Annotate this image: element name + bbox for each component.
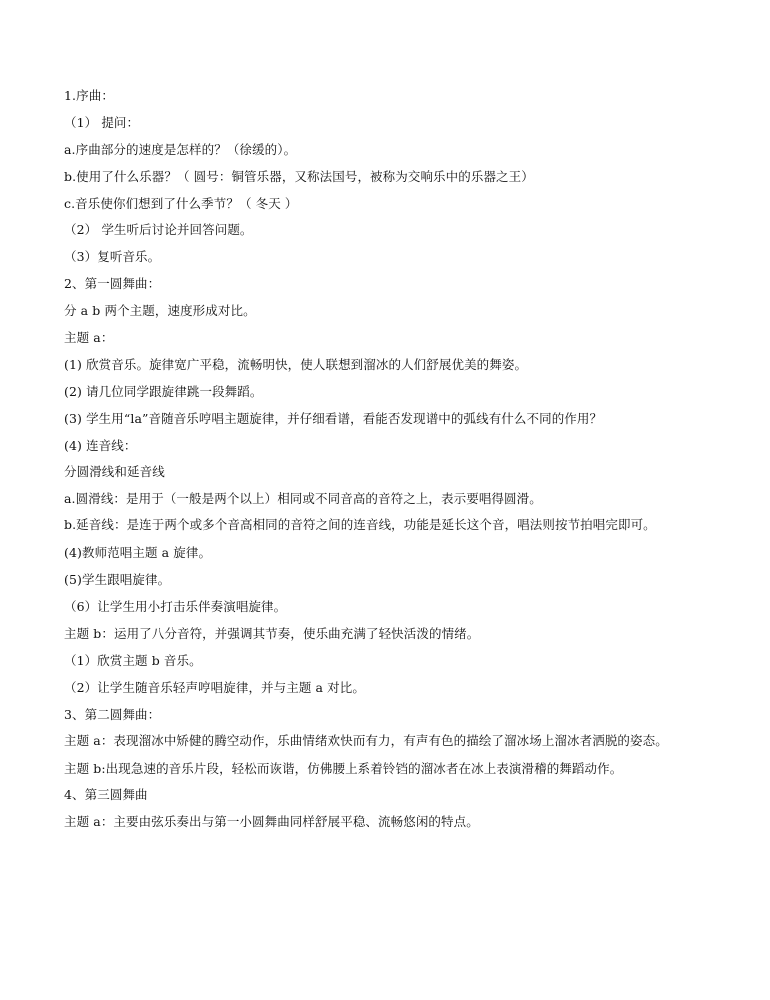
section-heading-third-waltz: 4、第三圆舞曲 <box>64 787 148 803</box>
text-line: (4)教师范唱主题 a 旋律。 <box>64 545 212 561</box>
text-line: (1) 欣赏音乐。旋律宽广平稳，流畅明快，使人联想到溜冰的人们舒展优美的舞姿。 <box>64 356 528 372</box>
text-line: （1） 提问： <box>64 114 140 130</box>
text-line: 主题 a：主要由弦乐奏出与第一小圆舞曲同样舒展平稳、流畅悠闲的特点。 <box>64 814 479 830</box>
text-line: （6）让学生用小打击乐伴奏演唱旋律。 <box>64 599 287 615</box>
text-line: b.使用了什么乐器？（ 圆号：铜管乐器，又称法国号，被称为交响乐中的乐器之王） <box>64 168 534 184</box>
text-line: （1）欣赏主题 b 音乐。 <box>64 652 202 668</box>
text-line: 主题 b：运用了八分音符，并强调其节奏，使乐曲充满了轻快活泼的情绪。 <box>64 625 480 641</box>
text-line: （3）复听音乐。 <box>64 249 161 265</box>
text-line: （2）让学生随音乐轻声哼唱旋律，并与主题 a 对比。 <box>64 679 365 695</box>
text-line: 主题 b:出现急速的音乐片段，轻松而诙谐，仿佛腰上系着铃铛的溜冰者在冰上表演滑稽的舞蹈动作。 <box>64 760 623 776</box>
text-line: c.音乐使你们想到了什么季节？（ 冬天 ） <box>64 195 298 211</box>
section-heading-second-waltz: 3、第二圆舞曲： <box>64 706 161 722</box>
text-line: (2) 请几位同学跟旋律跳一段舞蹈。 <box>64 383 263 399</box>
text-line: 分 a b 两个主题，速度形成对比。 <box>64 303 256 319</box>
text-line: (4) 连音线： <box>64 437 137 453</box>
text-line: a.序曲部分的速度是怎样的？（徐缓的）。 <box>64 141 297 157</box>
text-line: 主题 a： <box>64 330 114 346</box>
document-body <box>64 88 704 841</box>
text-paragraph: 主题 a：表现溜冰中矫健的腾空动作，乐曲情绪欢快而有力，有声有色的描绘了溜冰场上溜冰者洒脱的姿态。 <box>64 732 668 748</box>
text-line: a.圆滑线：是用于（一般是两个以上）相同或不同音高的音符之上，表示要唱得圆滑。 <box>64 491 542 507</box>
text-line: (3) 学生用“la”音随音乐哼唱主题旋律，并仔细看谱，看能否发现谱中的弧线有什么不同的作用？ <box>64 410 603 426</box>
text-line: 分圆滑线和延音线 <box>64 464 165 480</box>
text-line: （2） 学生听后讨论并回答问题。 <box>64 222 253 238</box>
section-heading-first-waltz: 2、第一圆舞曲： <box>64 276 161 292</box>
section-heading-overture: 1.序曲： <box>64 88 114 103</box>
text-paragraph: b.延音线：是连于两个或多个音高相同的音符之间的连音线，功能是延长这个音，唱法则按节拍唱完即可。 <box>64 517 656 533</box>
text-line: (5)学生跟唱旋律。 <box>64 572 171 588</box>
